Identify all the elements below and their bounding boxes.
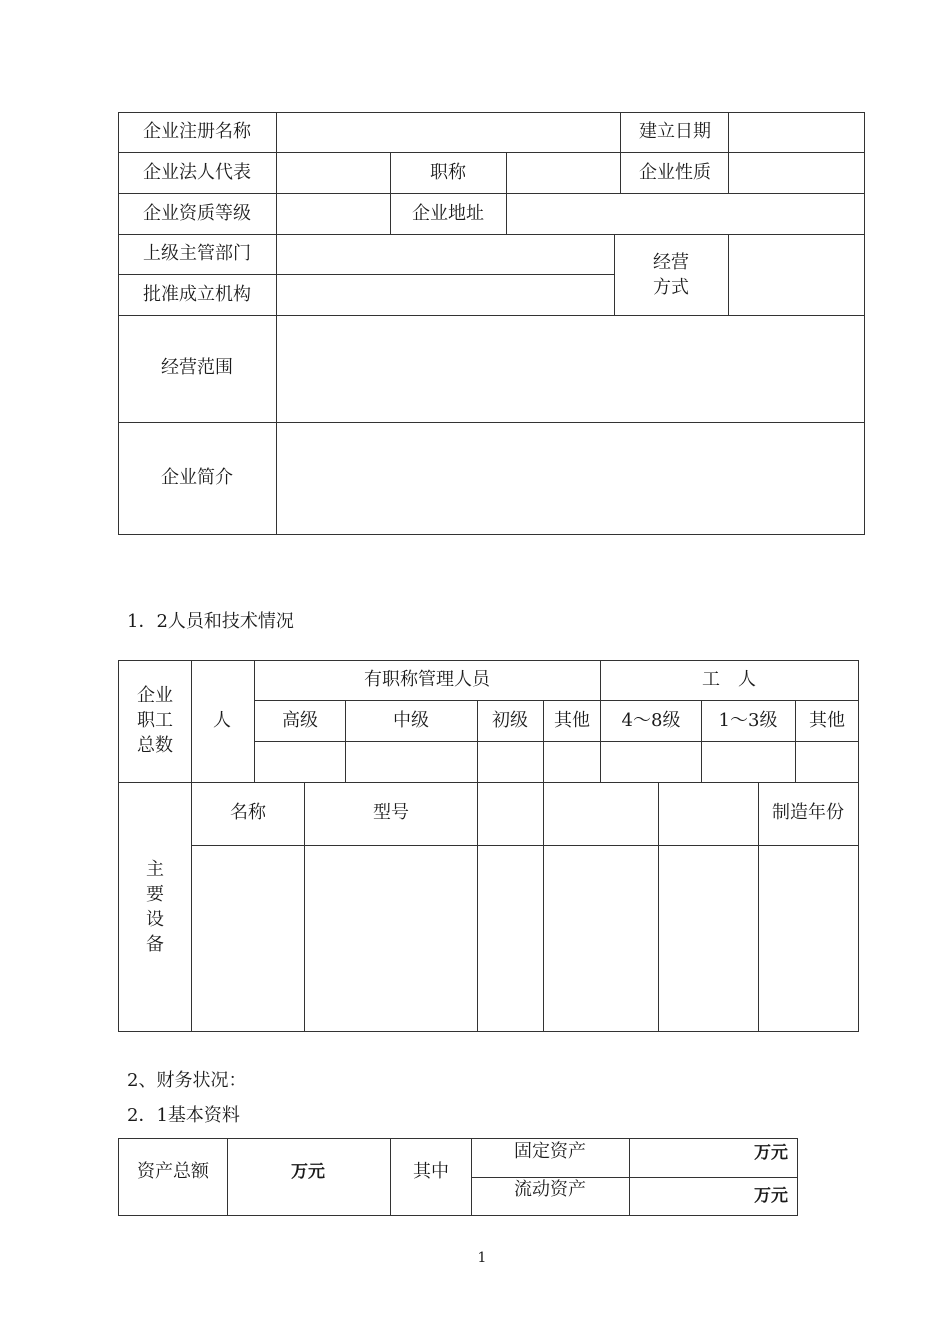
label-titled-management: 有职称管理人员 [364, 669, 490, 690]
label-intermediate: 中级 [393, 710, 429, 731]
label-business-mode-line2: 方式 [653, 277, 689, 298]
section-heading-financial: 2、财务状况： [127, 1070, 247, 1091]
label-establish-date: 建立日期 [639, 121, 711, 142]
label-enterprise-address: 企业地址 [412, 203, 484, 224]
subsection-heading-basic-info: 2．1基本资料 [127, 1105, 240, 1126]
label-title: 职称 [430, 162, 466, 183]
total-assets-unit: 万元 [291, 1162, 325, 1182]
label-staff-total-line3: 总数 [137, 735, 173, 756]
label-enterprise-nature: 企业性质 [639, 162, 711, 183]
label-main-equipment: 主 要 设 备 [146, 859, 164, 955]
label-fixed-assets: 固定资产 [514, 1141, 586, 1162]
label-person-unit: 人 [213, 710, 231, 731]
label-legal-representative: 企业法人代表 [143, 162, 251, 183]
label-superior-department: 上级主管部门 [143, 243, 251, 264]
fixed-assets-unit: 万元 [754, 1143, 788, 1163]
label-approving-authority: 批准成立机构 [143, 284, 251, 305]
label-grade-1-3: 1～3级 [718, 710, 778, 731]
current-assets-unit: 万元 [754, 1186, 788, 1206]
label-total-assets: 资产总额 [137, 1161, 209, 1182]
page-number: 1 [477, 1250, 487, 1266]
label-other-workers: 其他 [809, 710, 845, 731]
label-current-assets: 流动资产 [514, 1179, 586, 1200]
label-other-management: 其他 [554, 710, 590, 731]
label-staff-total-line2: 职工 [137, 710, 173, 731]
label-business-mode-line1: 经营 [653, 252, 689, 273]
label-senior: 高级 [282, 710, 318, 731]
section-heading-personnel: 1．2人员和技术情况 [127, 611, 294, 632]
label-equipment-model: 型号 [373, 802, 409, 823]
label-business-scope: 经营范围 [161, 357, 233, 378]
label-qualification-level: 企业资质等级 [143, 203, 251, 224]
label-manufacture-year: 制造年份 [772, 802, 844, 823]
label-enterprise-intro: 企业简介 [161, 467, 233, 488]
label-of-which: 其中 [413, 1161, 449, 1182]
label-workers: 工 人 [702, 669, 756, 690]
label-grade-4-8: 4～8级 [621, 710, 681, 731]
label-equipment-name: 名称 [230, 802, 266, 823]
label-staff-total-line1: 企业 [137, 685, 173, 706]
label-junior: 初级 [492, 710, 528, 731]
label-registered-name: 企业注册名称 [143, 121, 251, 142]
